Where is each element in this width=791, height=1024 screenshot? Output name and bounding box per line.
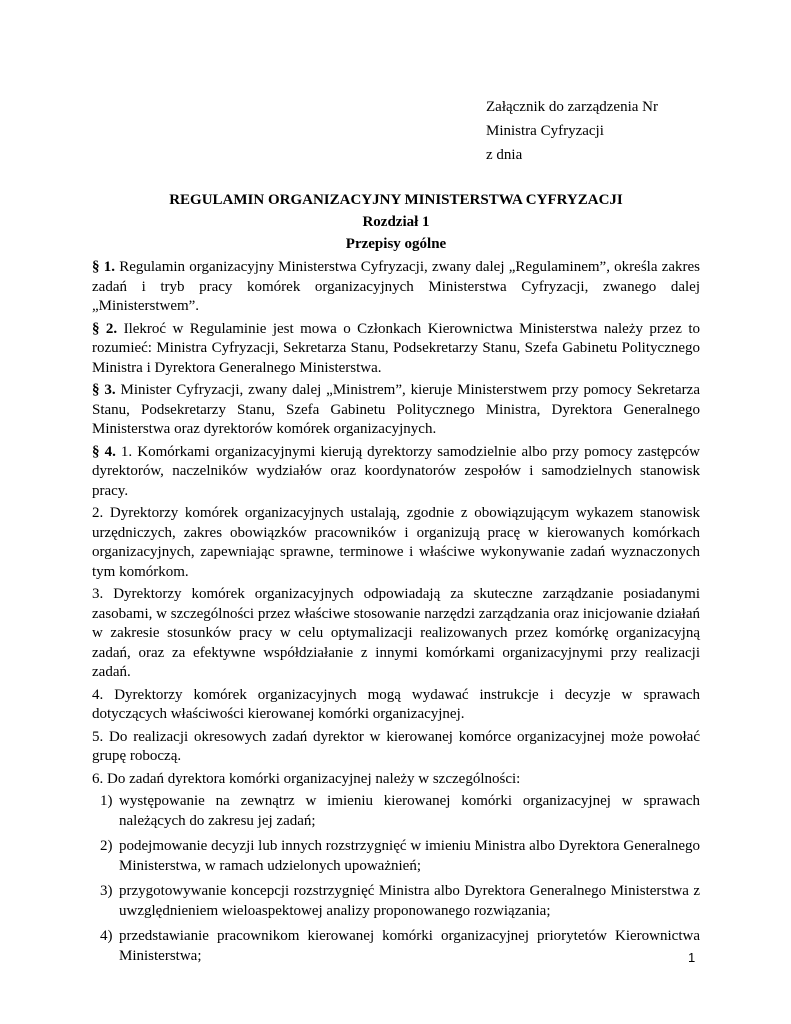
attachment-line: Ministra Cyfryzacji	[486, 123, 604, 139]
list-item	[92, 837, 700, 876]
paragraph-4	[92, 443, 700, 502]
attachment-note	[486, 95, 746, 167]
list-item-text: przedstawianie pracownikom kierowanej komórki organizacyjnej priorytetów Kierownictwa Ministerstwa;	[119, 928, 700, 964]
document-title: REGULAMIN ORGANIZACYJNY MINISTERSTWA CYFRYZACJI	[169, 192, 623, 208]
subparagraph-4: 4. Dyrektorzy komórek organizacyjnych mogą wydawać instrukcje i decyzje w sprawach dotyczących właściwości kierowanej komórki organizacyjnej.	[92, 686, 700, 722]
paragraph-mark: § 4.	[92, 443, 116, 460]
paragraph-mark: § 1.	[92, 259, 115, 275]
paragraph-text: Minister Cyfryzacji, zwany dalej „Ministrem”, kieruje Ministerstwem przy pomocy Sekretarza Stanu, Podsekretarzy Stanu, Szefa Gabinetu Politycznego Ministra, Dyrektora Generalnego Ministerstwa oraz dyrektorów komórek organizacyjnych.	[92, 382, 700, 437]
list-item-text: podejmowanie decyzji lub innych rozstrzygnięć w imieniu Ministra albo Dyrektora Generalnego Ministerstwa, w ramach udzielonych upoważnień;	[119, 838, 700, 874]
page-number: 1	[688, 950, 696, 965]
list-item-text: występowanie na zewnątrz w imieniu kierowanej komórki organizacyjnej w sprawach należących do zakresu jej zadań;	[119, 793, 700, 829]
list-item-number: 1)	[100, 793, 113, 809]
paragraph-mark: § 2.	[92, 320, 118, 337]
document-body	[92, 258, 700, 972]
duties-list	[92, 792, 700, 966]
paragraph-3	[92, 381, 700, 440]
paragraph-mark: § 3.	[92, 382, 116, 398]
list-item	[92, 927, 700, 966]
paragraph-text: Ilekroć w Regulaminie jest mowa o Członkach Kierownictwa Ministerstwa należy przez to rozumieć: Ministra Cyfryzacji, Sekretarza Stanu, Podsekretarzy Stanu, Szefa Gabinetu Politycznego Ministra i Dyrektora Generalnego Ministerstwa.	[92, 320, 700, 376]
paragraph-2	[92, 320, 700, 379]
subparagraph-3: 3. Dyrektorzy komórek organizacyjnych odpowiadają za skuteczne zarządzanie posiadanymi zasobami, w szczególności przez właściwe stosowanie narzędzi zarządzania oraz inicjowanie działań w zakresie stosunków pracy w celu optymalizacji realizowanych przez komórkę organizacyjną zadań, oraz za efektywne współdziałanie z innymi komórkami organizacyjnymi przy realizacji zadań.	[92, 586, 700, 680]
paragraph-text: 1. Komórkami organizacyjnymi kierują dyrektorzy samodzielnie albo przy pomocy zastępców dyrektorów, naczelników wydziałów oraz koordynatorów zespołów i samodzielnych stanowisk pracy.	[92, 443, 701, 499]
list-item-number: 3)	[100, 883, 113, 899]
subparagraph-5: 5. Do realizacji okresowych zadań dyrektor w kierowanej komórce organizacyjnej może powołać grupę roboczą.	[92, 728, 700, 764]
subparagraph-2: 2. Dyrektorzy komórek organizacyjnych ustalają, zgodnie z obowiązującym wykazem stanowisk urzędniczych, zakres obowiązków pracowników i organizują pracę w kierowanych komórkach organizacyjnych, zapewniając sprawne, terminowe i właściwe wykonywanie zadań wyznaczonych tym komórkom.	[92, 505, 700, 580]
list-item-number: 4)	[100, 928, 113, 944]
subparagraph-6: 6. Do zadań dyrektora komórki organizacyjnej należy w szczególności:	[92, 770, 521, 787]
paragraph-text: Regulamin organizacyjny Ministerstwa Cyfryzacji, zwany dalej „Regulaminem”, określa zakres zadań i tryb pracy komórek organizacyjnych Ministerstwa Cyfryzacji, zwanego dalej „Ministerstwem”.	[92, 259, 701, 314]
chapter-heading: Rozdział 1	[362, 214, 430, 230]
list-item-text: przygotowywanie koncepcji rozstrzygnięć Ministra albo Dyrektora Generalnego Ministerstwa z uwzględnieniem wieloaspektowej analizy proponowanego rozwiązania;	[119, 883, 700, 919]
attachment-line: Załącznik do zarządzenia Nr	[486, 99, 658, 115]
document-title-block	[92, 189, 700, 255]
list-item	[92, 882, 700, 921]
list-item	[92, 792, 700, 831]
list-item-number: 2)	[100, 838, 113, 854]
attachment-line: z dnia	[486, 147, 523, 163]
paragraph-1	[92, 258, 700, 317]
section-heading: Przepisy ogólne	[345, 236, 447, 252]
